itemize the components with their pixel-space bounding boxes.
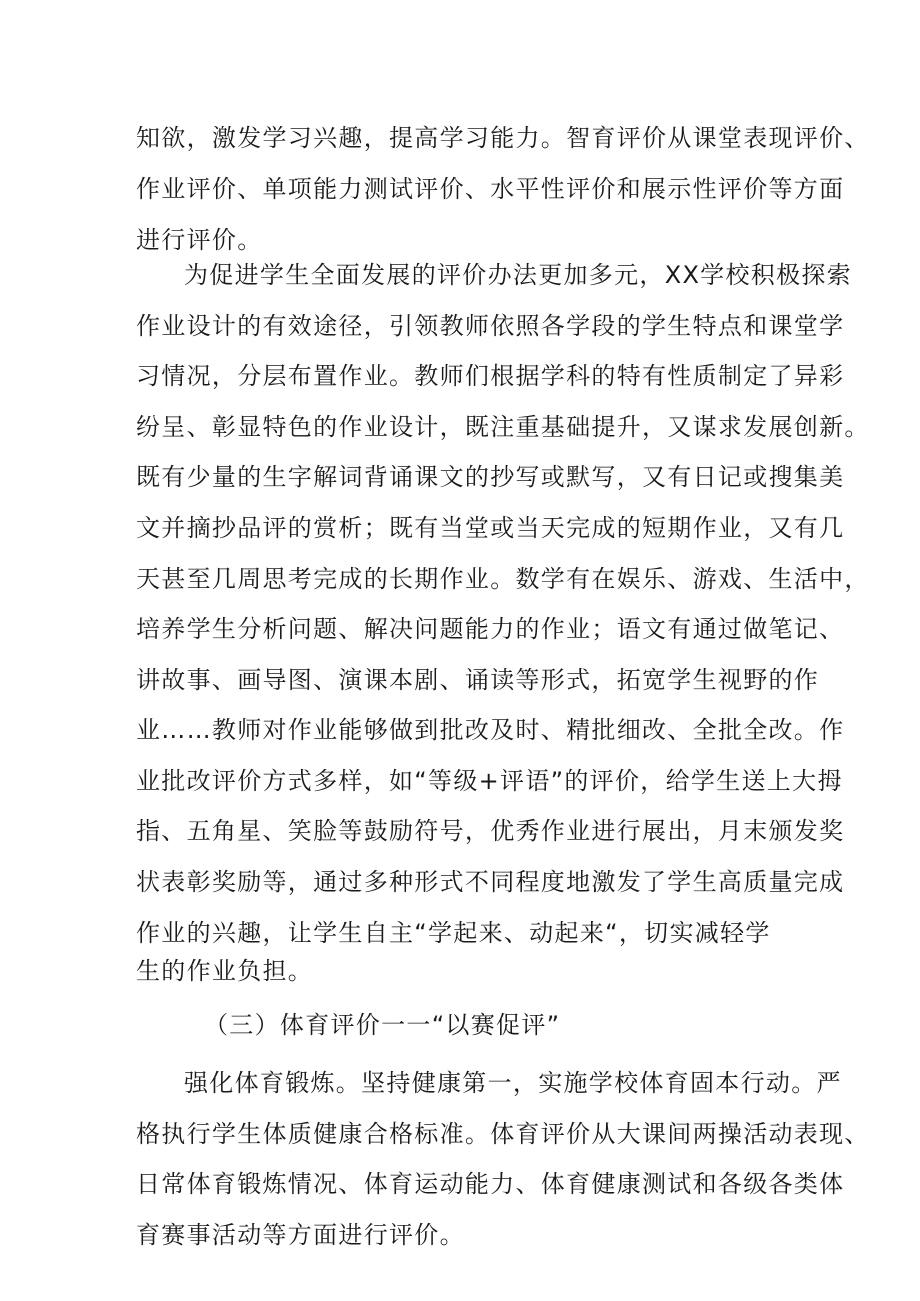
paragraph-3-line-4: 育赛事活动等方面进行评价。	[136, 1221, 465, 1249]
paragraph-3-line-1: 强化体育锻炼。坚持健康第一，实施学校体育固本行动。严	[184, 1069, 842, 1097]
paragraph-2-line-15: 生的作业负担。	[136, 957, 314, 985]
paragraph-2-line-10: 业……教师对作业能够做到批改及时、精批细改、全批全改。作	[136, 716, 845, 744]
paragraph-2-line-13: 状表彰奖励等，通过多种形式不同程度地激发了学生高质量完成	[136, 868, 845, 896]
paragraph-2-line-2: 作业设计的有效途径，引领教师依照各学段的学生特点和课堂学	[136, 312, 845, 340]
paragraph-1-line-1: 知欲，激发学习兴趣，提高学习能力。智育评价从课堂表现评价、	[136, 124, 870, 152]
paragraph-2-line-11: 业批改评价方式多样，如“等级+评语”的评价，给学生送上大拇	[136, 767, 843, 795]
paragraph-3-line-3: 日常体育锻炼情况、体育运动能力、体育健康测试和各级各类体	[136, 1170, 845, 1198]
paragraph-2-line-4: 纷呈、彰显特色的作业设计，既注重基础提升，又谋求发展创新。	[136, 413, 870, 441]
paragraph-1-line-2: 作业评价、单项能力测试评价、水平性评价和展示性评价等方面	[136, 175, 845, 203]
paragraph-2-line-6: 文并摘抄品评的赏析；既有当堂或当天完成的短期作业，又有几	[136, 514, 845, 542]
paragraph-3-line-2: 格执行学生体质健康合格标准。体育评价从大课间两操活动表现、	[136, 1120, 870, 1148]
paragraph-2-line-3: 习情况，分层布置作业。教师们根据学科的特有性质制定了异彩	[136, 362, 845, 390]
paragraph-1-line-3: 进行评价。	[136, 226, 263, 254]
paragraph-2-line-5: 既有少量的生字解词背诵课文的抄写或默写，又有日记或搜集美	[136, 463, 845, 491]
paragraph-2-line-8: 培养学生分析问题、解决问题能力的作业；语文有通过做笔记、	[136, 615, 845, 643]
paragraph-2-line-9: 讲故事、画导图、演课本剧、诵读等形式，拓宽学生视野的作	[136, 666, 820, 694]
paragraph-2-line-7: 天甚至几周思考完成的长期作业。数学有在娱乐、游戏、生活中，	[136, 565, 870, 593]
section-heading: （三）体育评价一一“以赛促评”	[204, 1011, 561, 1039]
paragraph-2-line-1: 为促进学生全面发展的评价办法更加多元，XX学校积极探索	[184, 261, 852, 289]
paragraph-2-line-14: 作业的兴趣，让学生自主“学起来、动起来“，切实减轻学	[136, 919, 771, 947]
paragraph-2-line-12: 指、五角星、笑脸等鼓励符号，优秀作业进行展出，月末颁发奖	[136, 817, 845, 845]
